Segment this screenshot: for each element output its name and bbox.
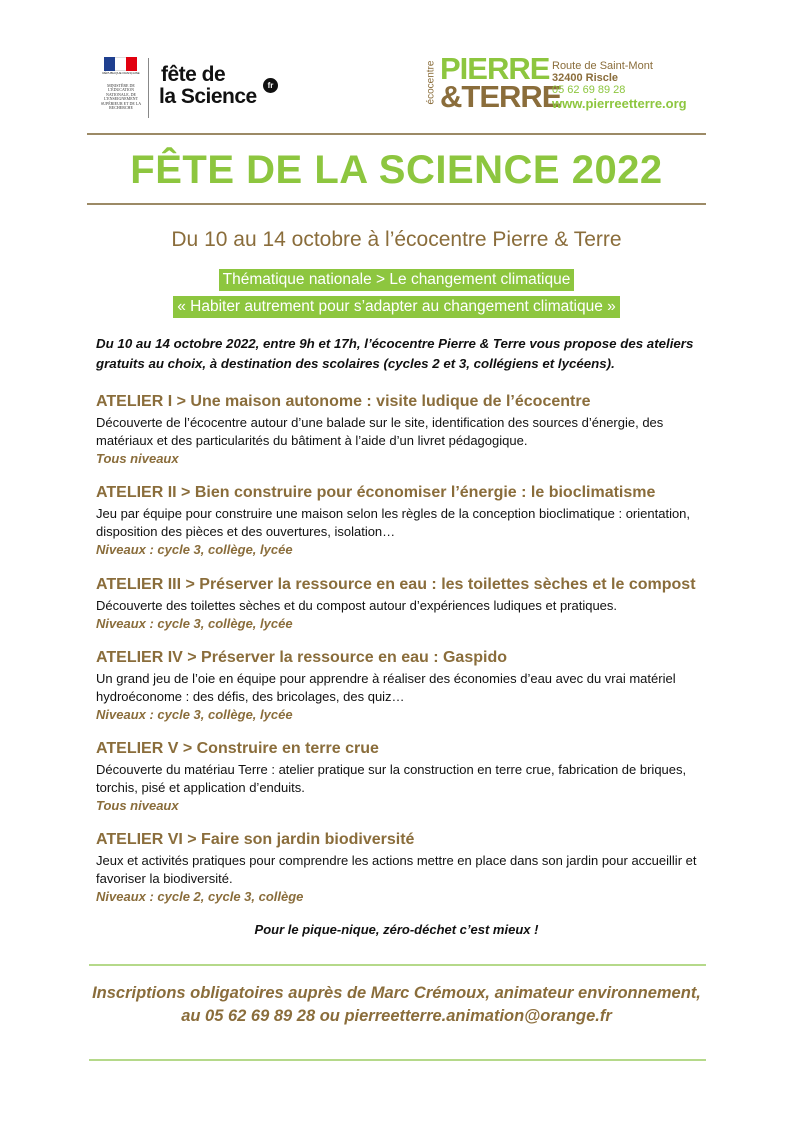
address-line2: 32400 Riscle	[552, 72, 619, 84]
atelier-1	[96, 392, 716, 468]
ministry-text: MINISTÈRE DE L'ÉDUCATION NATIONALE, DE L'ENSEIGNEMENT SUPÉRIEUR ET DE LA RECHERCHE	[100, 83, 142, 111]
atelier-title: ATELIER II > Bien construire pour économiser l’énergie : le bioclimatisme	[96, 484, 656, 501]
french-flag-icon	[104, 57, 137, 71]
fds-logo-line1: fête de	[161, 63, 226, 86]
atelier-description: Un grand jeu de l’oie en équipe pour apprendre à réaliser des économies d’eau avec du vrai matériel hydroéconome : des défis, des bricolages, des quiz…	[96, 671, 676, 704]
ministry-logo	[99, 55, 143, 120]
atelier-description: Jeu par équipe pour construire une maison selon les règles de la conception bioclimatique : orientation, disposition des pièces et des ouvertures, isolation…	[96, 506, 691, 539]
subtitle: Du 10 au 14 octobre à l’écocentre Pierre & Terre	[171, 228, 622, 251]
atelier-title: ATELIER IV > Préserver la ressource en eau : Gaspido	[96, 649, 507, 666]
atelier-5	[96, 739, 716, 815]
pt-contact-block	[552, 60, 712, 111]
atelier-title: ATELIER VI > Faire son jardin biodiversité	[96, 831, 415, 848]
atelier-levels: Niveaux : cycle 3, collège, lycée	[96, 707, 293, 722]
inscriptions-line1: Inscriptions obligatoires auprès de Marc Crémoux, animateur environnement,	[92, 984, 701, 1002]
atelier-4	[96, 648, 716, 724]
intro-text: Du 10 au 14 octobre 2022, entre 9h et 17h, l’écocentre Pierre & Terre vous propose des ateliers gratuits au choix, à destination des scolaires (cycles 2 et 3, collégiens et lycéens).	[96, 336, 694, 371]
highlight-line2-wrap	[0, 296, 793, 318]
picnic-note: Pour le pique-nique, zéro-déchet c’est mieux !	[254, 922, 539, 937]
address-line1: Route de Saint-Mont	[552, 60, 653, 72]
atelier-description: Découverte de l’écocentre autour d’une balade sur le site, identification des sources d’énergie, des matériaux et des particularités du bâtiment à l’aide d’un livret pédagogique.	[96, 415, 664, 448]
atelier-description: Découverte du matériau Terre : atelier pratique sur la construction en terre crue, fabrication de briques, torchis, pisé et application d’enduits.	[96, 762, 687, 795]
page-title: FÊTE DE LA SCIENCE 2022	[130, 148, 663, 192]
atelier-3	[96, 575, 716, 633]
atelier-6	[96, 830, 716, 906]
footer-rule-bottom	[89, 1059, 706, 1061]
title-rule	[87, 203, 706, 205]
atelier-2	[96, 483, 716, 559]
inscriptions	[0, 982, 793, 1028]
header-phone: 05 62 69 89 28	[552, 84, 626, 96]
atelier-title: ATELIER III > Préserver la ressource en eau : les toilettes sèches et le compost	[96, 576, 696, 593]
ecocentre-label	[424, 60, 438, 108]
inscriptions-line2[interactable]: au 05 62 69 89 28 ou pierreetterre.animation@orange.fr	[181, 1007, 612, 1025]
logo-terre: &TERRE	[440, 79, 562, 114]
highlight-line1-wrap	[0, 269, 793, 291]
ecocentre-text: écocentre	[425, 60, 437, 105]
atelier-levels: Niveaux : cycle 3, collège, lycée	[96, 616, 293, 631]
website-link[interactable]: www.pierreetterre.org	[552, 96, 687, 111]
atelier-description: Jeux et activités pratiques pour comprendre les actions mettre en place dans son jardin pour accueillir et favoriser la biodiversité.	[96, 853, 697, 886]
fds-logo-badge: fr	[263, 78, 278, 93]
fds-logo-line2: la Science	[159, 85, 257, 108]
atelier-description: Découverte des toilettes sèches et du compost autour d’expériences ludiques et pratiques.	[96, 598, 618, 613]
footer-rule-top	[89, 964, 706, 966]
atelier-levels: Niveaux : cycle 2, cycle 3, collège	[96, 889, 304, 904]
top-rule	[87, 133, 706, 135]
logo-divider	[148, 58, 149, 118]
atelier-levels: Tous niveaux	[96, 798, 179, 813]
atelier-title: ATELIER V > Construire en terre crue	[96, 740, 379, 757]
atelier-levels: Niveaux : cycle 3, collège, lycée	[96, 542, 293, 557]
logo-pierre: PIERRE	[440, 51, 550, 86]
highlight-line1: Thématique nationale > Le changement climatique	[219, 269, 575, 291]
highlight-line2: « Habiter autrement pour s’adapter au changement climatique »	[173, 296, 620, 318]
atelier-levels: Tous niveaux	[96, 451, 179, 466]
republic-text: RÉPUBLIQUE FRANÇAISE	[102, 71, 140, 75]
pierre-et-terre-logo	[440, 51, 562, 114]
atelier-title: ATELIER I > Une maison autonome : visite ludique de l’écocentre	[96, 393, 591, 410]
fete-de-la-science-logo	[153, 58, 273, 116]
